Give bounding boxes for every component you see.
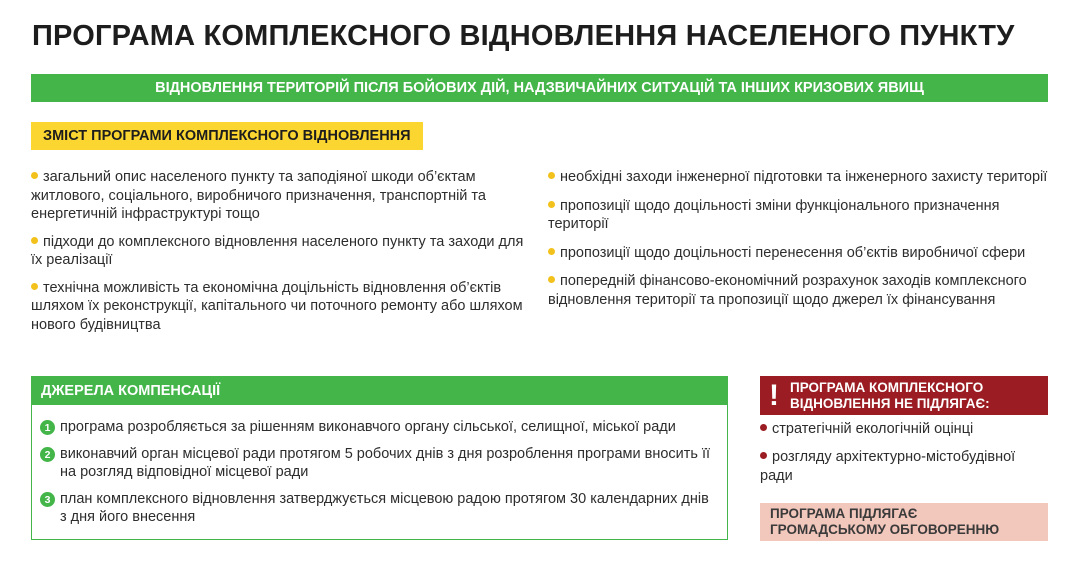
bullet-dot-icon — [760, 452, 767, 459]
compensation-list — [32, 405, 727, 526]
list-item-text: пропозиції щодо доцільності перенесення об’єктів виробничої сфери — [560, 244, 1026, 261]
compensation-header: ДЖЕРЕЛА КОМПЕНСАЦІЇ — [32, 377, 727, 405]
numbered-list-item — [40, 490, 719, 526]
list-item-text: попередній фінансово-економічний розрахунок заходів комплексного відновлення території та пропозиції щодо джерел їх фінансування — [548, 273, 1027, 308]
compensation-box — [31, 376, 728, 540]
not-subject-header-line1: ПРОГРАМА КОМПЛЕКСНОГО — [790, 380, 984, 395]
numbered-item-text: програма розробляється за рішенням виконавчого органу сільської, селищної, міської ради — [60, 419, 676, 435]
bullet-dot-icon — [760, 424, 767, 431]
list-item — [548, 272, 1048, 309]
list-item — [31, 279, 531, 335]
exclamation-icon: ! — [769, 378, 779, 412]
numbered-item-text: виконавчий орган місцевої ради протягом 5 робочих днів з дня розроблення програми вносить її на розгляд відповідної місцевої ради — [60, 446, 711, 480]
public-discussion-line1: ПРОГРАМА ПІДЛЯГАЄ — [770, 506, 918, 521]
public-discussion-line2: ГРОМАДСЬКОМУ ОБГОВОРЕННЮ — [770, 522, 1000, 537]
list-item-text: технічна можливість та економічна доцільність відновлення об’єктів шляхом їх реконструкції, капітального чи поточного ремонту або шляхом нового будівництва — [31, 279, 523, 333]
bullet-dot-icon — [548, 276, 555, 283]
list-item-text: стратегічній екологічній оцінці — [772, 421, 974, 437]
list-item-text: необхідні заходи інженерної підготовки та інженерного захисту території — [560, 169, 1048, 185]
numbered-list-item — [40, 418, 719, 436]
not-subject-list — [760, 420, 1050, 495]
numbered-item-text: план комплексного відновлення затверджується місцевою радою протягом 30 календарних днів з дня його внесення — [60, 491, 709, 525]
contents-right-column — [548, 168, 1048, 319]
bullet-dot-icon — [31, 237, 38, 244]
list-item — [760, 448, 1050, 486]
list-item — [31, 233, 531, 270]
list-item-text: підходи до комплексного відновлення населеного пункту та заходи для їх реалізації — [31, 233, 524, 268]
page-title: ПРОГРАМА КОМПЛЕКСНОГО ВІДНОВЛЕННЯ НАСЕЛЕНОГО ПУНКТУ — [32, 20, 1015, 52]
number-1-icon: 1 — [40, 420, 55, 435]
bullet-dot-icon — [31, 283, 38, 290]
list-item — [548, 197, 1048, 234]
number-3-icon: 3 — [40, 492, 55, 507]
list-item-text: розгляду архітектурно-містобудівної ради — [760, 449, 1016, 484]
subtitle-banner: ВІДНОВЛЕННЯ ТЕРИТОРІЙ ПІСЛЯ БОЙОВИХ ДІЙ, НАДЗВИЧАЙНИХ СИТУАЦІЙ ТА ІНШИХ КРИЗОВИХ ЯВИЩ — [31, 74, 1048, 102]
list-item — [548, 168, 1048, 187]
bullet-dot-icon — [548, 201, 555, 208]
not-subject-header-box — [760, 376, 1048, 415]
bullet-dot-icon — [548, 248, 555, 255]
not-subject-header-line2: ВІДНОВЛЕННЯ НЕ ПІДЛЯГАЄ: — [790, 395, 990, 411]
numbered-list-item — [40, 445, 719, 481]
list-item — [548, 244, 1048, 263]
bullet-dot-icon — [548, 172, 555, 179]
list-item — [31, 168, 531, 224]
contents-left-column — [31, 168, 531, 343]
not-subject-header — [790, 380, 990, 411]
bullet-dot-icon — [31, 172, 38, 179]
number-2-icon: 2 — [40, 447, 55, 462]
public-discussion-box — [760, 503, 1048, 541]
list-item-text: пропозиції щодо доцільності зміни функціонального призначення території — [548, 197, 1000, 232]
contents-section-label: ЗМІСТ ПРОГРАМИ КОМПЛЕКСНОГО ВІДНОВЛЕННЯ — [31, 122, 423, 150]
list-item-text: загальний опис населеного пункту та заподіяної шкоди об’єктам житлового, соціального, виробничого призначення, транспортній та енергетичній інфраструктурі тощо — [31, 169, 486, 222]
list-item — [760, 420, 1050, 439]
